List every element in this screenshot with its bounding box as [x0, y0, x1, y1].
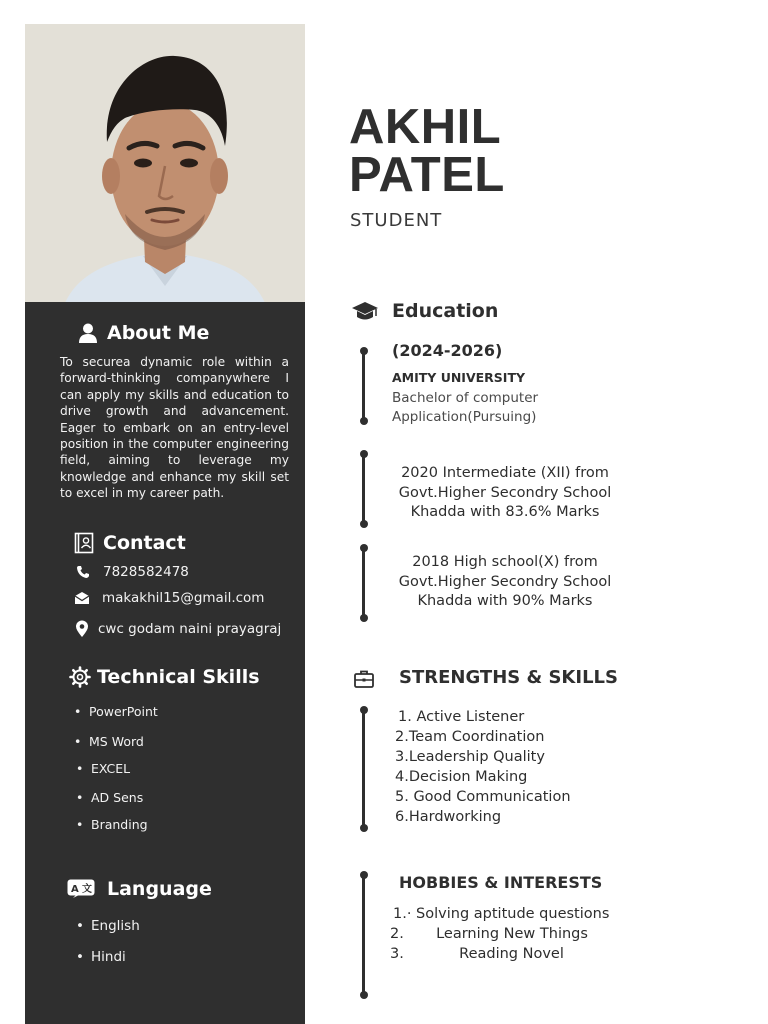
list-item: 5. Good Communication [395, 789, 571, 805]
education-heading: Education [392, 300, 499, 322]
timeline-line [362, 875, 365, 995]
list-item: 2. Learning New Things [390, 926, 588, 942]
gear-icon [69, 666, 91, 688]
briefcase-icon [354, 670, 374, 692]
contact-book-icon [73, 532, 95, 554]
about-text: To securea dynamic role within a forward-thinking companywhere I can apply my skills and education to drive growth and advancement. Eager to embark on an entry-level position in the computer engineering field, aiming to leverage my knowledge and enhance my skill set to excel in my career path. [60, 355, 289, 501]
education-institution: AMITY UNIVERSITY [392, 370, 526, 385]
language-heading: Language [107, 878, 212, 900]
contact-email: makakhil15@gmail.com [102, 590, 265, 606]
contact-address-row [74, 621, 281, 637]
sidebar [25, 302, 305, 1024]
timeline-line [362, 548, 365, 618]
list-item: 4.Decision Making [395, 769, 528, 785]
last-name: PATEL [349, 148, 505, 202]
location-pin-icon [74, 621, 90, 637]
svg-text:文: 文 [82, 884, 92, 895]
timeline-line [362, 710, 365, 828]
list-item: • English [91, 918, 140, 934]
list-item: • Branding [91, 817, 148, 832]
about-heading: About Me [107, 322, 210, 344]
about-heading-row [77, 322, 209, 344]
candidate-role: STUDENT [350, 210, 443, 231]
education-years: (2024-2026) [392, 341, 503, 360]
contact-heading-row [73, 532, 186, 554]
profile-photo [25, 24, 305, 303]
contact-address: cwc godam naini prayagraj [98, 621, 282, 637]
strengths-heading: STRENGTHS & SKILLS [399, 667, 618, 688]
list-item: 3.Leadership Quality [395, 749, 545, 765]
first-name: AKHIL [349, 100, 502, 154]
list-item: 1. Active Listener [398, 709, 525, 725]
translate-icon [67, 878, 95, 900]
list-item: 2.Team Coordination [395, 729, 545, 745]
education-highschool: 2018 High school(X) from Govt.Higher Secondry School Khadda with 90% Marks [398, 554, 612, 609]
list-item: 3. Reading Novel [390, 946, 564, 962]
list-item: • PowerPoint [89, 704, 158, 719]
portrait-illustration [25, 24, 305, 303]
phone-icon [75, 564, 91, 580]
list-item: 6.Hardworking [395, 809, 502, 825]
user-icon [77, 322, 99, 344]
timeline-line [362, 351, 365, 421]
language-heading-row [67, 878, 212, 900]
list-item: • AD Sens [91, 790, 143, 805]
candidate-name [349, 100, 505, 202]
svg-text:A: A [71, 884, 79, 895]
timeline-line [362, 454, 365, 524]
contact-heading: Contact [103, 532, 186, 554]
hobbies-heading: HOBBIES & INTERESTS [399, 873, 603, 892]
contact-email-row[interactable] [74, 590, 264, 606]
list-item: • Hindi [91, 949, 126, 965]
list-item: 1.· Solving aptitude questions [393, 906, 610, 922]
contact-phone: 7828582478 [103, 564, 189, 580]
mail-icon [74, 590, 90, 606]
education-intermediate: 2020 Intermediate (XII) from Govt.Higher Secondry School Khadda with 83.6% Marks [398, 465, 612, 520]
education-degree: Bachelor of computer Application(Pursuing) [392, 390, 539, 425]
technical-skills-heading-row [69, 666, 260, 688]
list-item: • MS Word [89, 734, 144, 749]
technical-skills-heading: Technical Skills [97, 666, 260, 688]
contact-phone-row[interactable] [75, 564, 189, 580]
graduation-cap-icon [351, 301, 379, 327]
list-item: • EXCEL [91, 761, 130, 776]
